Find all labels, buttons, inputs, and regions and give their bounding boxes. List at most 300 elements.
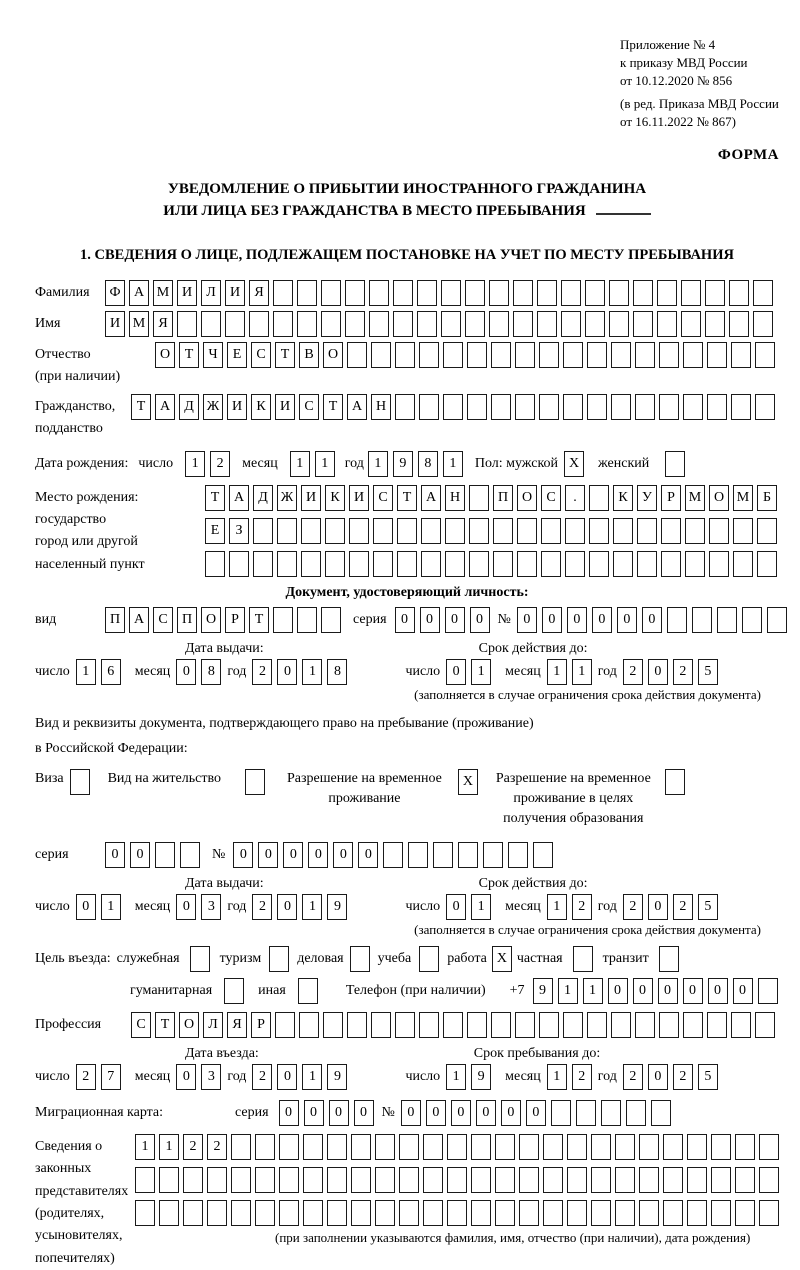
char-box[interactable] bbox=[397, 551, 417, 577]
char-box[interactable] bbox=[589, 551, 609, 577]
char-box[interactable] bbox=[279, 1167, 299, 1193]
char-box[interactable] bbox=[543, 1200, 563, 1226]
char-box[interactable] bbox=[707, 394, 727, 420]
char-box[interactable]: Ч bbox=[203, 342, 223, 368]
char-box[interactable]: М bbox=[733, 485, 753, 511]
char-box[interactable]: И bbox=[105, 311, 125, 337]
char-box[interactable]: 0 bbox=[642, 607, 662, 633]
char-box[interactable] bbox=[70, 769, 90, 795]
char-box[interactable] bbox=[231, 1134, 251, 1160]
char-box[interactable] bbox=[661, 518, 681, 544]
char-box[interactable]: 2 bbox=[673, 1064, 693, 1090]
char-box[interactable] bbox=[561, 280, 581, 306]
char-box[interactable]: 2 bbox=[76, 1064, 96, 1090]
char-box[interactable]: Р bbox=[251, 1012, 271, 1038]
char-box[interactable] bbox=[183, 1200, 203, 1226]
char-box[interactable]: Е bbox=[227, 342, 247, 368]
char-box[interactable] bbox=[421, 518, 441, 544]
char-box[interactable]: 2 bbox=[252, 659, 272, 685]
char-box[interactable] bbox=[567, 1134, 587, 1160]
char-box[interactable] bbox=[135, 1167, 155, 1193]
char-box[interactable]: 0 bbox=[176, 659, 196, 685]
char-box[interactable] bbox=[565, 551, 585, 577]
char-box[interactable] bbox=[327, 1167, 347, 1193]
char-box[interactable] bbox=[659, 342, 679, 368]
char-box[interactable]: 0 bbox=[233, 842, 253, 868]
char-box[interactable] bbox=[759, 1167, 779, 1193]
char-box[interactable]: С bbox=[153, 607, 173, 633]
char-box[interactable] bbox=[615, 1134, 635, 1160]
char-box[interactable] bbox=[417, 280, 437, 306]
char-box[interactable]: 0 bbox=[304, 1100, 324, 1126]
char-box[interactable] bbox=[489, 311, 509, 337]
char-box[interactable]: 0 bbox=[277, 659, 297, 685]
char-box[interactable] bbox=[447, 1134, 467, 1160]
char-box[interactable]: М bbox=[129, 311, 149, 337]
char-box[interactable] bbox=[303, 1167, 323, 1193]
char-box[interactable]: Д bbox=[253, 485, 273, 511]
char-box[interactable]: 1 bbox=[302, 659, 322, 685]
char-box[interactable] bbox=[637, 551, 657, 577]
char-box[interactable]: 9 bbox=[471, 1064, 491, 1090]
char-box[interactable]: Ф bbox=[105, 280, 125, 306]
char-box[interactable] bbox=[731, 394, 751, 420]
char-box[interactable]: 0 bbox=[401, 1100, 421, 1126]
char-box[interactable]: 1 bbox=[185, 451, 205, 477]
char-box[interactable]: 2 bbox=[210, 451, 230, 477]
char-box[interactable] bbox=[471, 1134, 491, 1160]
char-box[interactable]: 0 bbox=[283, 842, 303, 868]
char-box[interactable]: 2 bbox=[572, 894, 592, 920]
char-box[interactable] bbox=[373, 551, 393, 577]
char-box[interactable] bbox=[279, 1134, 299, 1160]
char-box[interactable]: 1 bbox=[471, 659, 491, 685]
char-box[interactable] bbox=[709, 518, 729, 544]
char-box[interactable] bbox=[611, 1012, 631, 1038]
char-box[interactable] bbox=[639, 1134, 659, 1160]
char-box[interactable]: С bbox=[299, 394, 319, 420]
char-box[interactable] bbox=[419, 394, 439, 420]
char-box[interactable]: И bbox=[349, 485, 369, 511]
char-box[interactable]: О bbox=[517, 485, 537, 511]
char-box[interactable]: Ж bbox=[277, 485, 297, 511]
char-box[interactable] bbox=[758, 978, 778, 1004]
char-box[interactable] bbox=[375, 1200, 395, 1226]
char-box[interactable] bbox=[661, 551, 681, 577]
char-box[interactable] bbox=[707, 1012, 727, 1038]
char-box[interactable] bbox=[443, 1012, 463, 1038]
char-box[interactable] bbox=[491, 394, 511, 420]
char-box[interactable] bbox=[757, 551, 777, 577]
char-box[interactable]: К bbox=[325, 485, 345, 511]
char-box[interactable] bbox=[399, 1167, 419, 1193]
char-box[interactable] bbox=[589, 518, 609, 544]
char-box[interactable] bbox=[399, 1134, 419, 1160]
char-box[interactable] bbox=[275, 1012, 295, 1038]
char-box[interactable]: 9 bbox=[327, 894, 347, 920]
char-box[interactable] bbox=[467, 342, 487, 368]
char-box[interactable] bbox=[347, 1012, 367, 1038]
char-box[interactable]: 0 bbox=[526, 1100, 546, 1126]
char-box[interactable] bbox=[707, 342, 727, 368]
char-box[interactable] bbox=[458, 842, 478, 868]
char-box[interactable] bbox=[513, 280, 533, 306]
char-box[interactable] bbox=[190, 946, 210, 972]
char-box[interactable] bbox=[397, 518, 417, 544]
char-box[interactable]: Я bbox=[227, 1012, 247, 1038]
char-box[interactable]: 1 bbox=[315, 451, 335, 477]
char-box[interactable] bbox=[517, 551, 537, 577]
char-box[interactable]: 2 bbox=[623, 659, 643, 685]
char-box[interactable]: 0 bbox=[308, 842, 328, 868]
char-box[interactable] bbox=[417, 311, 437, 337]
char-box[interactable]: 6 bbox=[101, 659, 121, 685]
char-box[interactable] bbox=[231, 1167, 251, 1193]
char-box[interactable] bbox=[635, 394, 655, 420]
char-box[interactable]: 0 bbox=[658, 978, 678, 1004]
char-box[interactable]: 1 bbox=[290, 451, 310, 477]
char-box[interactable] bbox=[665, 451, 685, 477]
char-box[interactable]: 1 bbox=[443, 451, 463, 477]
char-box[interactable] bbox=[447, 1167, 467, 1193]
char-box[interactable] bbox=[255, 1200, 275, 1226]
char-box[interactable] bbox=[733, 518, 753, 544]
char-box[interactable]: 1 bbox=[135, 1134, 155, 1160]
char-box[interactable]: 0 bbox=[501, 1100, 521, 1126]
char-box[interactable] bbox=[395, 1012, 415, 1038]
char-box[interactable]: 3 bbox=[201, 1064, 221, 1090]
char-box[interactable] bbox=[207, 1200, 227, 1226]
char-box[interactable]: X bbox=[564, 451, 584, 477]
char-box[interactable] bbox=[729, 280, 749, 306]
char-box[interactable]: 0 bbox=[733, 978, 753, 1004]
char-box[interactable]: 0 bbox=[542, 607, 562, 633]
char-box[interactable] bbox=[245, 769, 265, 795]
char-box[interactable]: Т bbox=[155, 1012, 175, 1038]
char-box[interactable] bbox=[611, 342, 631, 368]
char-box[interactable] bbox=[711, 1200, 731, 1226]
char-box[interactable]: 1 bbox=[368, 451, 388, 477]
char-box[interactable] bbox=[633, 311, 653, 337]
char-box[interactable] bbox=[395, 342, 415, 368]
char-box[interactable] bbox=[667, 607, 687, 633]
char-box[interactable] bbox=[471, 1200, 491, 1226]
char-box[interactable] bbox=[297, 311, 317, 337]
char-box[interactable] bbox=[441, 311, 461, 337]
char-box[interactable]: А bbox=[347, 394, 367, 420]
char-box[interactable]: О bbox=[323, 342, 343, 368]
char-box[interactable]: З bbox=[229, 518, 249, 544]
char-box[interactable]: 1 bbox=[76, 659, 96, 685]
char-box[interactable] bbox=[729, 311, 749, 337]
char-box[interactable] bbox=[692, 607, 712, 633]
char-box[interactable] bbox=[180, 842, 200, 868]
char-box[interactable] bbox=[567, 1167, 587, 1193]
char-box[interactable]: 1 bbox=[547, 894, 567, 920]
char-box[interactable] bbox=[301, 518, 321, 544]
char-box[interactable] bbox=[683, 1012, 703, 1038]
char-box[interactable] bbox=[613, 518, 633, 544]
char-box[interactable]: 0 bbox=[426, 1100, 446, 1126]
char-box[interactable] bbox=[393, 311, 413, 337]
char-box[interactable]: 1 bbox=[471, 894, 491, 920]
char-box[interactable]: 0 bbox=[354, 1100, 374, 1126]
char-box[interactable]: 9 bbox=[393, 451, 413, 477]
char-box[interactable] bbox=[321, 607, 341, 633]
char-box[interactable]: 0 bbox=[176, 1064, 196, 1090]
char-box[interactable]: 0 bbox=[567, 607, 587, 633]
char-box[interactable]: О bbox=[155, 342, 175, 368]
char-box[interactable] bbox=[757, 518, 777, 544]
char-box[interactable] bbox=[735, 1134, 755, 1160]
char-box[interactable]: 1 bbox=[101, 894, 121, 920]
char-box[interactable]: 0 bbox=[130, 842, 150, 868]
char-box[interactable]: 0 bbox=[617, 607, 637, 633]
char-box[interactable] bbox=[659, 946, 679, 972]
char-box[interactable] bbox=[465, 280, 485, 306]
char-box[interactable]: 7 bbox=[101, 1064, 121, 1090]
char-box[interactable] bbox=[269, 946, 289, 972]
char-box[interactable]: 2 bbox=[673, 894, 693, 920]
char-box[interactable] bbox=[755, 342, 775, 368]
char-box[interactable] bbox=[177, 311, 197, 337]
char-box[interactable]: 1 bbox=[302, 894, 322, 920]
char-box[interactable]: 1 bbox=[302, 1064, 322, 1090]
char-box[interactable] bbox=[683, 394, 703, 420]
char-box[interactable]: Т bbox=[323, 394, 343, 420]
char-box[interactable]: 0 bbox=[420, 607, 440, 633]
char-box[interactable] bbox=[651, 1100, 671, 1126]
char-box[interactable] bbox=[255, 1134, 275, 1160]
char-box[interactable] bbox=[467, 394, 487, 420]
char-box[interactable] bbox=[369, 280, 389, 306]
char-box[interactable] bbox=[639, 1200, 659, 1226]
char-box[interactable] bbox=[495, 1200, 515, 1226]
char-box[interactable] bbox=[615, 1200, 635, 1226]
char-box[interactable] bbox=[659, 394, 679, 420]
char-box[interactable] bbox=[755, 394, 775, 420]
char-box[interactable] bbox=[419, 342, 439, 368]
char-box[interactable] bbox=[519, 1200, 539, 1226]
char-box[interactable] bbox=[321, 311, 341, 337]
char-box[interactable]: У bbox=[637, 485, 657, 511]
char-box[interactable] bbox=[273, 311, 293, 337]
char-box[interactable] bbox=[635, 342, 655, 368]
char-box[interactable]: 0 bbox=[446, 659, 466, 685]
char-box[interactable]: 0 bbox=[633, 978, 653, 1004]
char-box[interactable] bbox=[301, 551, 321, 577]
char-box[interactable]: И bbox=[275, 394, 295, 420]
char-box[interactable]: Л bbox=[201, 280, 221, 306]
char-box[interactable] bbox=[767, 607, 787, 633]
char-box[interactable]: 5 bbox=[698, 659, 718, 685]
char-box[interactable] bbox=[657, 280, 677, 306]
char-box[interactable] bbox=[273, 607, 293, 633]
char-box[interactable] bbox=[513, 311, 533, 337]
char-box[interactable]: 0 bbox=[105, 842, 125, 868]
char-box[interactable] bbox=[585, 311, 605, 337]
char-box[interactable] bbox=[515, 394, 535, 420]
char-box[interactable]: 1 bbox=[547, 659, 567, 685]
char-box[interactable]: И bbox=[227, 394, 247, 420]
char-box[interactable] bbox=[249, 311, 269, 337]
char-box[interactable] bbox=[491, 1012, 511, 1038]
char-box[interactable] bbox=[601, 1100, 621, 1126]
char-box[interactable]: 2 bbox=[252, 894, 272, 920]
char-box[interactable] bbox=[665, 769, 685, 795]
char-box[interactable]: 0 bbox=[279, 1100, 299, 1126]
char-box[interactable]: И bbox=[301, 485, 321, 511]
char-box[interactable] bbox=[637, 518, 657, 544]
char-box[interactable] bbox=[508, 842, 528, 868]
char-box[interactable]: А bbox=[129, 607, 149, 633]
char-box[interactable] bbox=[541, 551, 561, 577]
char-box[interactable] bbox=[609, 311, 629, 337]
char-box[interactable] bbox=[611, 394, 631, 420]
char-box[interactable] bbox=[517, 518, 537, 544]
char-box[interactable] bbox=[491, 342, 511, 368]
char-box[interactable] bbox=[541, 518, 561, 544]
char-box[interactable] bbox=[539, 342, 559, 368]
char-box[interactable]: О bbox=[201, 607, 221, 633]
char-box[interactable] bbox=[537, 311, 557, 337]
char-box[interactable] bbox=[587, 342, 607, 368]
char-box[interactable] bbox=[563, 394, 583, 420]
char-box[interactable] bbox=[711, 1167, 731, 1193]
char-box[interactable] bbox=[705, 311, 725, 337]
char-box[interactable]: Л bbox=[203, 1012, 223, 1038]
char-box[interactable] bbox=[537, 280, 557, 306]
char-box[interactable] bbox=[371, 342, 391, 368]
char-box[interactable] bbox=[207, 1167, 227, 1193]
char-box[interactable]: 0 bbox=[176, 894, 196, 920]
char-box[interactable]: 0 bbox=[445, 607, 465, 633]
char-box[interactable] bbox=[183, 1167, 203, 1193]
char-box[interactable]: Е bbox=[205, 518, 225, 544]
char-box[interactable]: 1 bbox=[558, 978, 578, 1004]
char-box[interactable] bbox=[543, 1167, 563, 1193]
char-box[interactable]: П bbox=[177, 607, 197, 633]
char-box[interactable] bbox=[717, 607, 737, 633]
char-box[interactable]: П bbox=[105, 607, 125, 633]
char-box[interactable] bbox=[345, 311, 365, 337]
char-box[interactable] bbox=[445, 551, 465, 577]
char-box[interactable]: 9 bbox=[533, 978, 553, 1004]
char-box[interactable] bbox=[159, 1167, 179, 1193]
char-box[interactable] bbox=[731, 1012, 751, 1038]
char-box[interactable] bbox=[483, 842, 503, 868]
char-box[interactable] bbox=[519, 1167, 539, 1193]
char-box[interactable] bbox=[327, 1200, 347, 1226]
char-box[interactable]: 1 bbox=[547, 1064, 567, 1090]
char-box[interactable] bbox=[253, 551, 273, 577]
char-box[interactable] bbox=[563, 342, 583, 368]
char-box[interactable] bbox=[445, 518, 465, 544]
char-box[interactable]: 9 bbox=[327, 1064, 347, 1090]
char-box[interactable] bbox=[277, 518, 297, 544]
char-box[interactable] bbox=[441, 280, 461, 306]
char-box[interactable] bbox=[635, 1012, 655, 1038]
char-box[interactable] bbox=[731, 342, 751, 368]
char-box[interactable] bbox=[421, 551, 441, 577]
char-box[interactable] bbox=[567, 1200, 587, 1226]
char-box[interactable] bbox=[587, 394, 607, 420]
char-box[interactable]: X bbox=[458, 769, 478, 795]
char-box[interactable]: Б bbox=[757, 485, 777, 511]
char-box[interactable]: 0 bbox=[277, 894, 297, 920]
char-box[interactable] bbox=[539, 1012, 559, 1038]
char-box[interactable] bbox=[369, 311, 389, 337]
char-box[interactable] bbox=[373, 518, 393, 544]
char-box[interactable]: Т bbox=[131, 394, 151, 420]
char-box[interactable]: 0 bbox=[329, 1100, 349, 1126]
char-box[interactable]: 0 bbox=[277, 1064, 297, 1090]
char-box[interactable] bbox=[351, 1200, 371, 1226]
char-box[interactable] bbox=[615, 1167, 635, 1193]
char-box[interactable] bbox=[591, 1167, 611, 1193]
char-box[interactable] bbox=[375, 1167, 395, 1193]
char-box[interactable] bbox=[321, 280, 341, 306]
char-box[interactable] bbox=[303, 1134, 323, 1160]
char-box[interactable] bbox=[591, 1134, 611, 1160]
char-box[interactable] bbox=[493, 518, 513, 544]
char-box[interactable]: С bbox=[131, 1012, 151, 1038]
char-box[interactable] bbox=[493, 551, 513, 577]
char-box[interactable] bbox=[443, 394, 463, 420]
char-box[interactable] bbox=[135, 1200, 155, 1226]
char-box[interactable]: 8 bbox=[201, 659, 221, 685]
char-box[interactable] bbox=[253, 518, 273, 544]
char-box[interactable] bbox=[519, 1134, 539, 1160]
char-box[interactable]: 5 bbox=[698, 894, 718, 920]
char-box[interactable]: 2 bbox=[252, 1064, 272, 1090]
char-box[interactable] bbox=[225, 311, 245, 337]
char-box[interactable] bbox=[685, 518, 705, 544]
char-box[interactable] bbox=[561, 311, 581, 337]
char-box[interactable] bbox=[681, 311, 701, 337]
char-box[interactable] bbox=[735, 1167, 755, 1193]
char-box[interactable] bbox=[755, 1012, 775, 1038]
char-box[interactable] bbox=[633, 280, 653, 306]
char-box[interactable] bbox=[663, 1134, 683, 1160]
char-box[interactable]: 8 bbox=[418, 451, 438, 477]
char-box[interactable]: 2 bbox=[673, 659, 693, 685]
char-box[interactable]: А bbox=[421, 485, 441, 511]
char-box[interactable] bbox=[639, 1167, 659, 1193]
char-box[interactable] bbox=[399, 1200, 419, 1226]
char-box[interactable]: 0 bbox=[395, 607, 415, 633]
char-box[interactable] bbox=[205, 551, 225, 577]
char-box[interactable] bbox=[327, 1134, 347, 1160]
char-box[interactable] bbox=[325, 518, 345, 544]
char-box[interactable] bbox=[687, 1134, 707, 1160]
char-box[interactable] bbox=[626, 1100, 646, 1126]
char-box[interactable]: Т bbox=[205, 485, 225, 511]
char-box[interactable] bbox=[576, 1100, 596, 1126]
char-box[interactable] bbox=[159, 1200, 179, 1226]
char-box[interactable] bbox=[350, 946, 370, 972]
char-box[interactable] bbox=[298, 978, 318, 1004]
char-box[interactable]: 0 bbox=[648, 1064, 668, 1090]
char-box[interactable]: 5 bbox=[698, 1064, 718, 1090]
char-box[interactable]: Н bbox=[371, 394, 391, 420]
char-box[interactable]: 2 bbox=[207, 1134, 227, 1160]
char-box[interactable]: 0 bbox=[258, 842, 278, 868]
char-box[interactable]: X bbox=[492, 946, 512, 972]
char-box[interactable] bbox=[277, 551, 297, 577]
char-box[interactable]: 0 bbox=[446, 894, 466, 920]
char-box[interactable]: М bbox=[685, 485, 705, 511]
